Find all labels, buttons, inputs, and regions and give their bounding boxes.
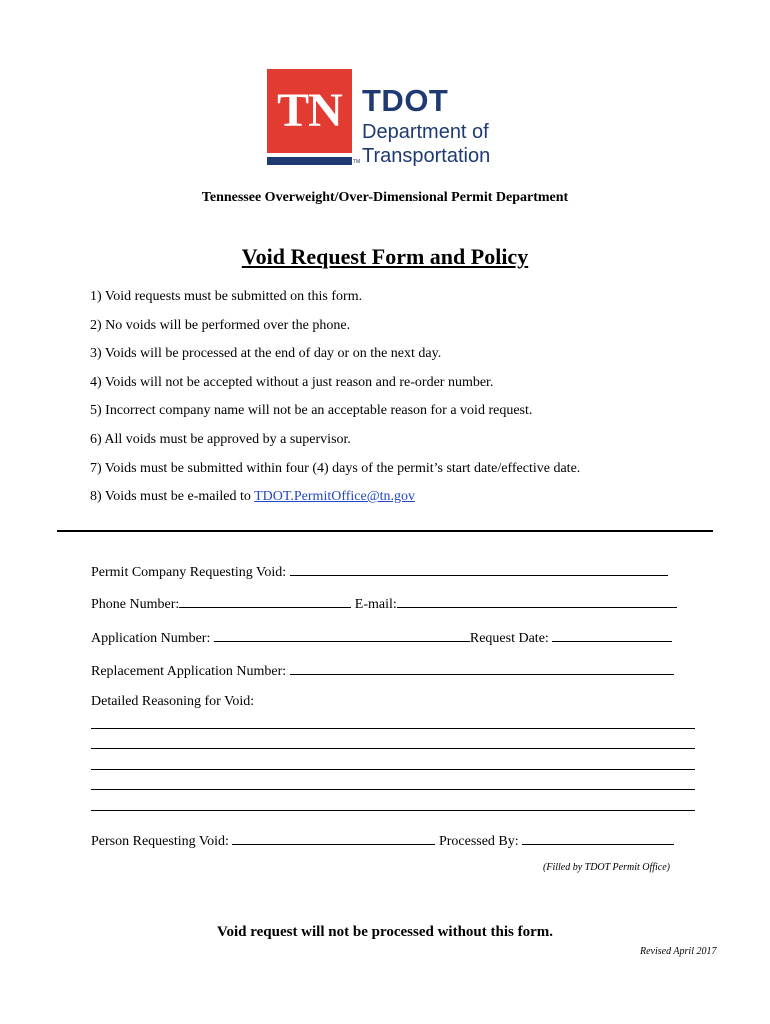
- phone-label: Phone Number:: [91, 597, 180, 612]
- reasoning-line[interactable]: [91, 748, 695, 749]
- tdot-logo: [267, 69, 507, 171]
- replacement-input-line[interactable]: [290, 660, 674, 675]
- revised-date: Revised April 2017: [640, 946, 717, 957]
- reasoning-line[interactable]: [91, 789, 695, 790]
- email-input-line[interactable]: [397, 593, 677, 608]
- policy-item: 7) Voids must be submitted within four (4) days of the permit’s start date/effective date.: [90, 460, 581, 476]
- tn-logo-box: [267, 69, 352, 153]
- reasoning-label: Detailed Reasoning for Void:: [91, 694, 255, 709]
- application-input-line[interactable]: [214, 627, 470, 642]
- permit-office-email-link[interactable]: TDOT.PermitOffice@tn.gov: [254, 489, 416, 505]
- policy-item: 2) No voids will be performed over the phone.: [90, 317, 351, 333]
- email-instruction: 8) Voids must be e-mailed to: [90, 489, 255, 505]
- policy-item: 3) Voids will be processed at the end of day or on the next day.: [90, 346, 442, 362]
- policy-item: 4) Voids will not be accepted without a just reason and re-order number.: [90, 374, 494, 390]
- person-input-line[interactable]: [232, 830, 435, 845]
- policy-item: 6) All voids must be approved by a supervisor.: [90, 431, 351, 447]
- logo-department: Department of: [362, 121, 489, 143]
- company-field: [91, 561, 668, 582]
- phone-email-row: [91, 593, 677, 614]
- policy-list: [90, 288, 580, 517]
- policy-item: 5) Incorrect company name will not be an acceptable reason for a void request.: [90, 403, 533, 419]
- footer-notice: Void request will not be processed without this form.: [217, 924, 553, 940]
- reasoning-line[interactable]: [91, 810, 695, 811]
- reasoning-line[interactable]: [91, 728, 695, 729]
- policy-item-email: [90, 488, 580, 517]
- company-label: Permit Company Requesting Void:: [91, 565, 287, 580]
- policy-item: 1) Void requests must be submitted on this form.: [90, 289, 363, 304]
- section-divider: [57, 530, 713, 532]
- logo-stripe-blue: [267, 157, 352, 165]
- form-title: Void Request Form and Policy: [241, 244, 529, 269]
- email-label: E-mail:: [354, 597, 397, 612]
- tdot-wordmark: TDOT: [362, 83, 449, 118]
- replacement-row: [91, 660, 674, 681]
- processed-label: Processed By:: [438, 834, 519, 849]
- trademark-mark: TM: [353, 159, 361, 165]
- request-date-label: Request Date:: [469, 631, 549, 646]
- logo-transportation: Transportation: [362, 145, 491, 167]
- processed-input-line[interactable]: [522, 830, 674, 845]
- reasoning-line[interactable]: [91, 769, 695, 770]
- application-label: Application Number:: [91, 631, 211, 646]
- phone-input-line[interactable]: [179, 593, 351, 608]
- request-date-input-line[interactable]: [552, 627, 672, 642]
- person-label: Person Requesting Void:: [91, 834, 229, 849]
- person-processed-row: [91, 830, 674, 851]
- filled-by-note: (Filled by TDOT Permit Office): [543, 862, 671, 873]
- tn-logo-text: TN: [277, 84, 342, 137]
- department-heading: Tennessee Overweight/Over-Dimensional Permit Department: [201, 190, 569, 205]
- company-input-line[interactable]: [290, 561, 668, 576]
- replacement-label: Replacement Application Number:: [91, 664, 287, 679]
- application-row: [91, 627, 672, 648]
